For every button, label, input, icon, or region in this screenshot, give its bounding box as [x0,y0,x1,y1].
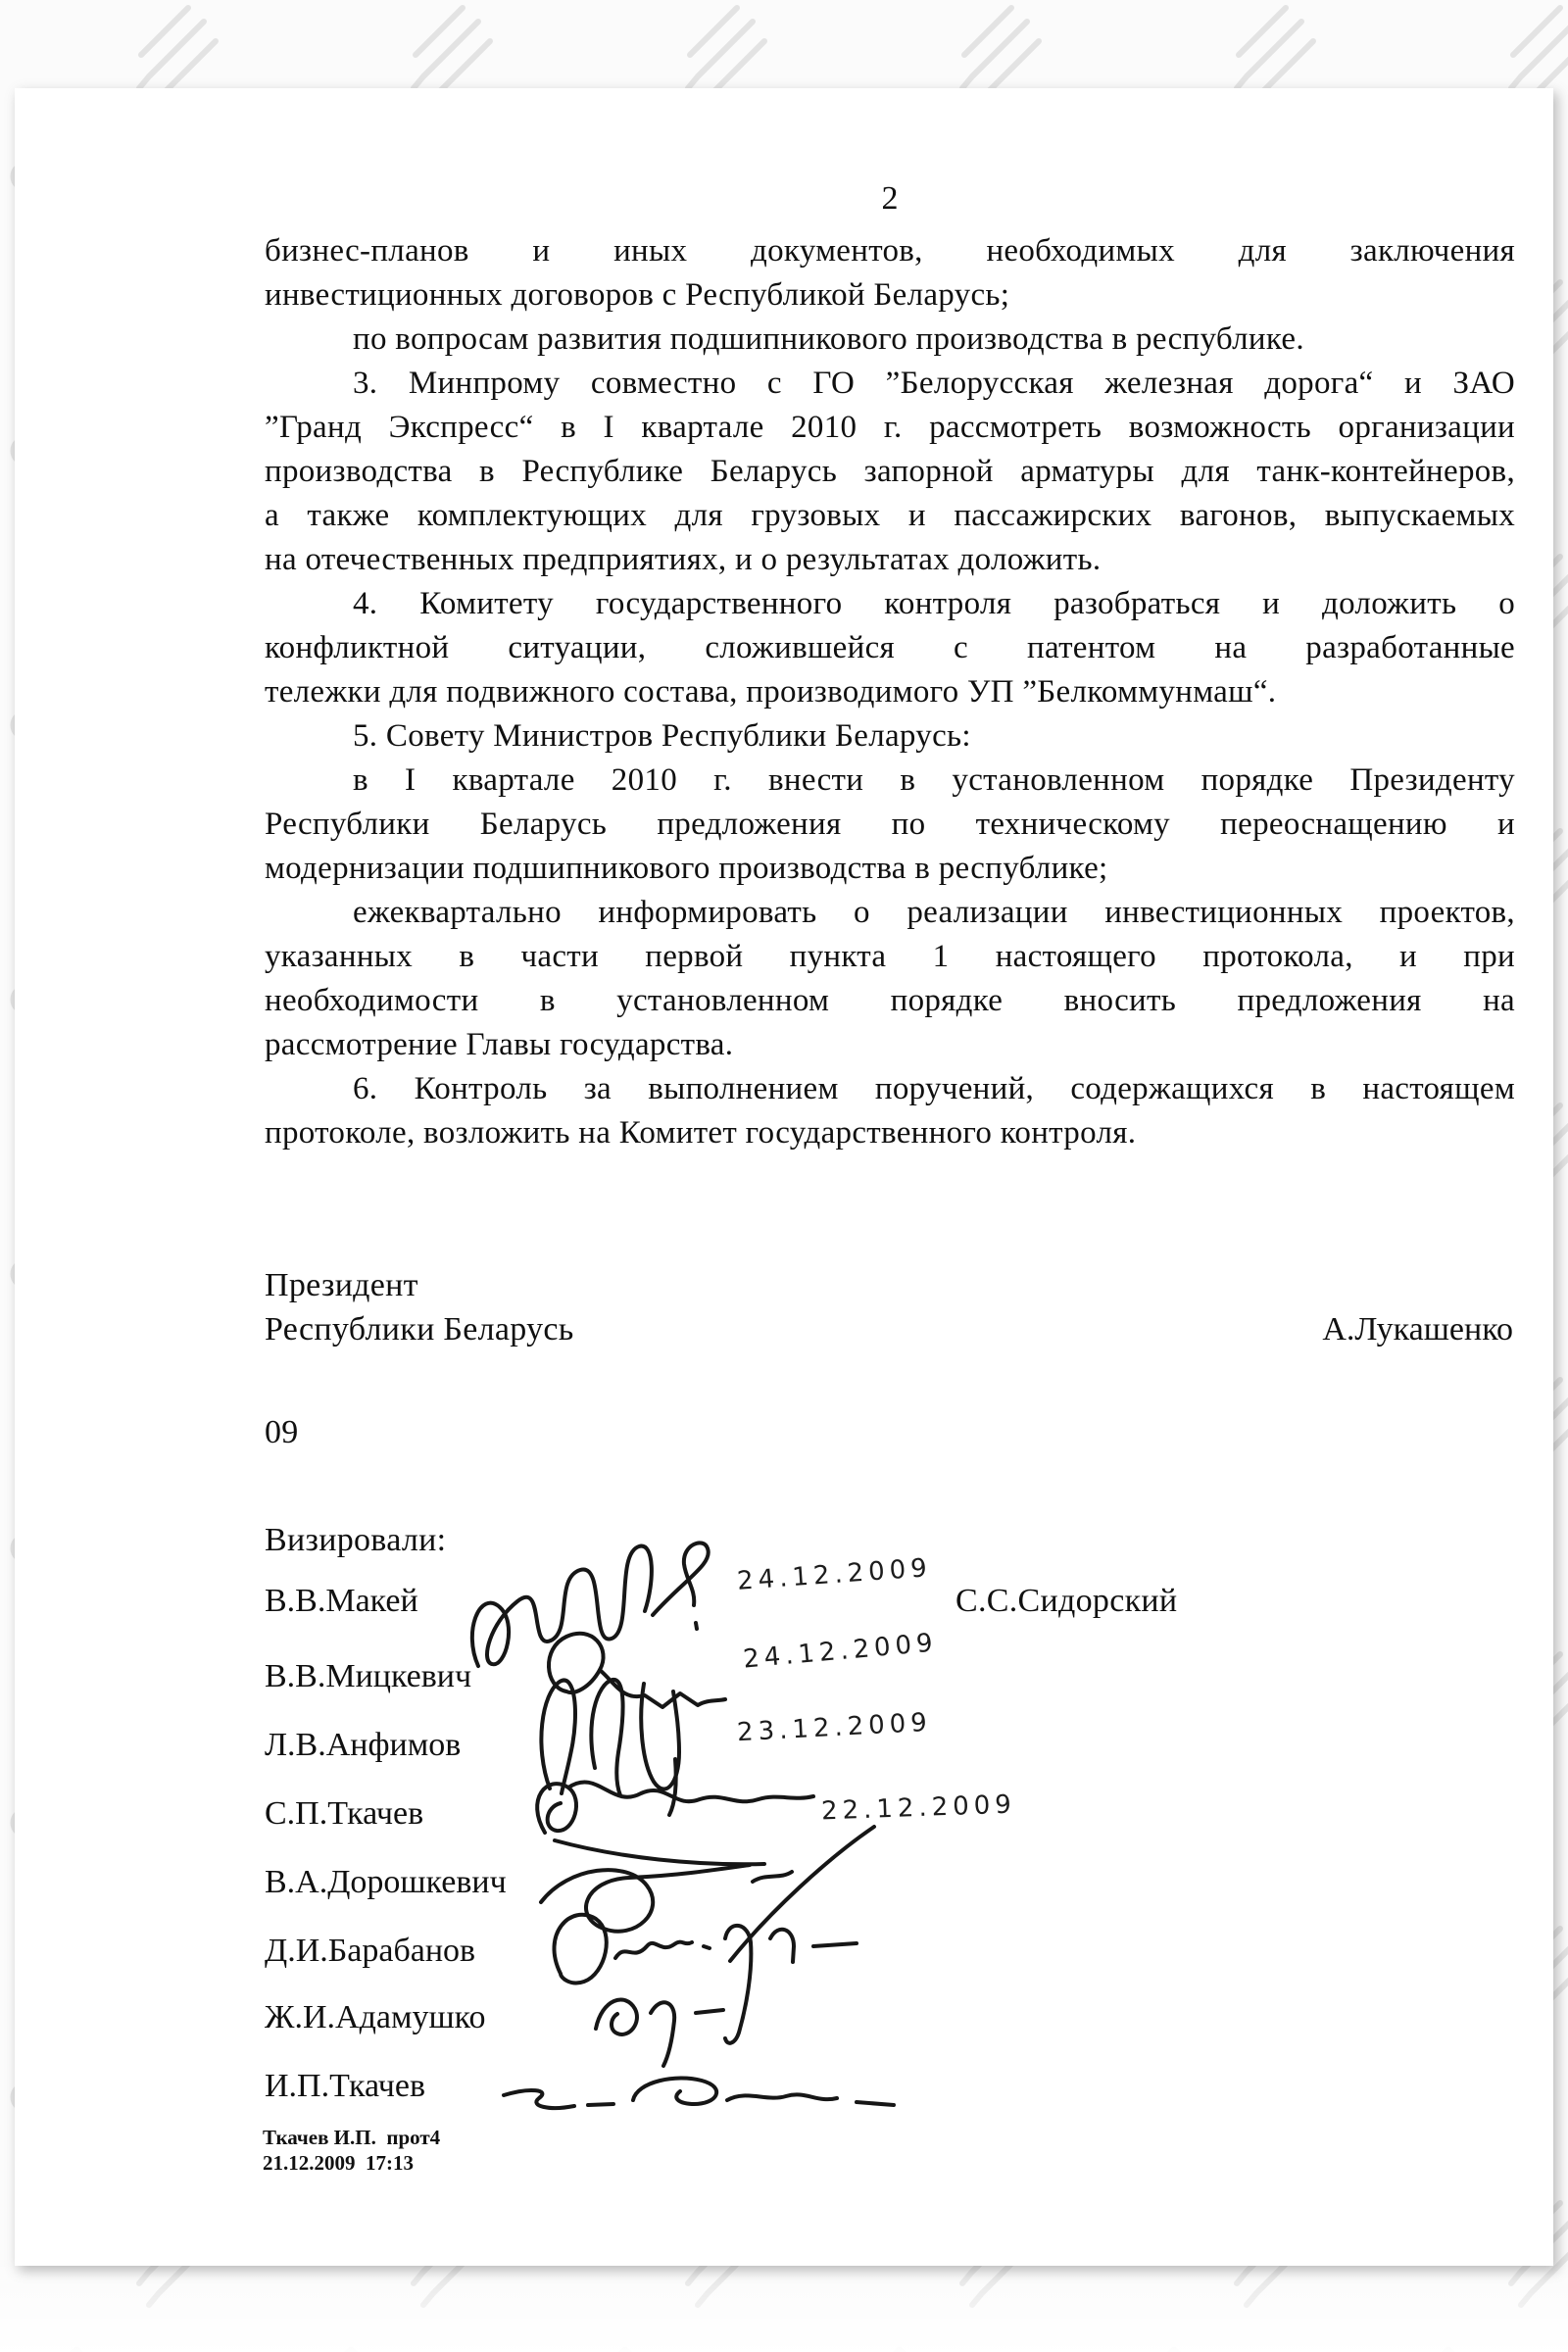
signoff-post-line2: Республики Беларусь [265,1311,574,1348]
text-line: конфликтной ситуации, сложившейся с патентом на разработанные [265,630,1515,665]
department-code: 09 [265,1414,299,1450]
visas-label: Визировали: [265,1522,447,1558]
signoff-name: А.Лукашенко [1322,1311,1513,1348]
text-line: на отечественных предприятиях, и о результатах доложить. [265,542,1102,577]
visa-name: С.П.Ткачев [265,1795,424,1832]
text-line: 6. Контроль за выполнением поручений, содержащихся в настоящем [353,1071,1515,1106]
signature-i-tkachev [488,2060,900,2129]
text-line: ежеквартально информировать о реализации инвестиционных проектов, [353,895,1515,930]
background-fade [0,2254,1568,2352]
signature-adamushko [568,1958,764,2071]
visa-name: В.В.Мицкевич [265,1658,472,1694]
text-line: инвестиционных договоров с Республикой Беларусь; [265,277,1010,313]
text-line: производства в Республике Беларусь запорной арматуры для танк-контейнеров, [265,454,1515,489]
text-line: бизнес-планов и иных документов, необходимых для заключения [265,233,1515,269]
text-line: ”Гранд Экспресс“ в I квартале 2010 г. рассмотреть возможность организации [265,410,1515,445]
text-line: а также комплектующих для грузовых и пассажирских вагонов, выпускаемых [265,498,1515,533]
text-line: протоколе, возложить на Комитет государственного контроля. [265,1115,1137,1151]
visa-date: 23.12.2009 [736,1707,933,1748]
text-line: 5. Совету Министров Республики Беларусь: [353,718,971,754]
visa-date: 24.12.2009 [742,1628,939,1675]
visa-date: 22.12.2009 [820,1789,1017,1827]
text-line: необходимости в установленном порядке вносить предложения на [265,983,1515,1018]
visa-date: 24.12.2009 [736,1553,933,1596]
visa-name: Л.В.Анфимов [265,1727,462,1763]
visa-name: В.А.Дорошкевич [265,1864,507,1900]
text-line: по вопросам развития подшипникового производства в республике. [353,321,1304,357]
visa-name: И.П.Ткачев [265,2068,426,2104]
text-line: тележки для подвижного состава, производимого УП ”Белкоммунмаш“. [265,674,1277,710]
text-line: в I квартале 2010 г. внести в установленном порядке Президенту [353,762,1515,798]
visa-name: В.В.Макей [265,1583,418,1619]
footer-imprint [263,2125,440,2176]
visa-right-name: С.С.Сидорский [956,1583,1178,1619]
document-body [265,229,1515,1155]
page-number: 2 [881,180,899,217]
text-line: 3. Минпрому совместно с ГО ”Белорусская железная дорога“ и ЗАО [353,366,1515,401]
visa-name: Д.И.Барабанов [265,1933,476,1969]
visa-name: Ж.И.Адамушко [265,1999,486,2035]
text-line: рассмотрение Главы государства. [265,1027,734,1062]
text-line: Республики Беларусь предложения по техническому переоснащению и [265,807,1515,842]
signoff-post-line1: Президент [265,1267,418,1303]
text-line: указанных в части первой пункта 1 настоящего протокола, и при [265,939,1515,974]
text-line: модернизации подшипникового производства в республике; [265,851,1108,886]
footer-line-1: Ткачев И.П. прот4 [263,2126,441,2149]
text-line: 4. Комитету государственного контроля разобраться и доложить о [353,586,1515,621]
footer-line-2: 21.12.2009 17:13 [263,2151,414,2175]
